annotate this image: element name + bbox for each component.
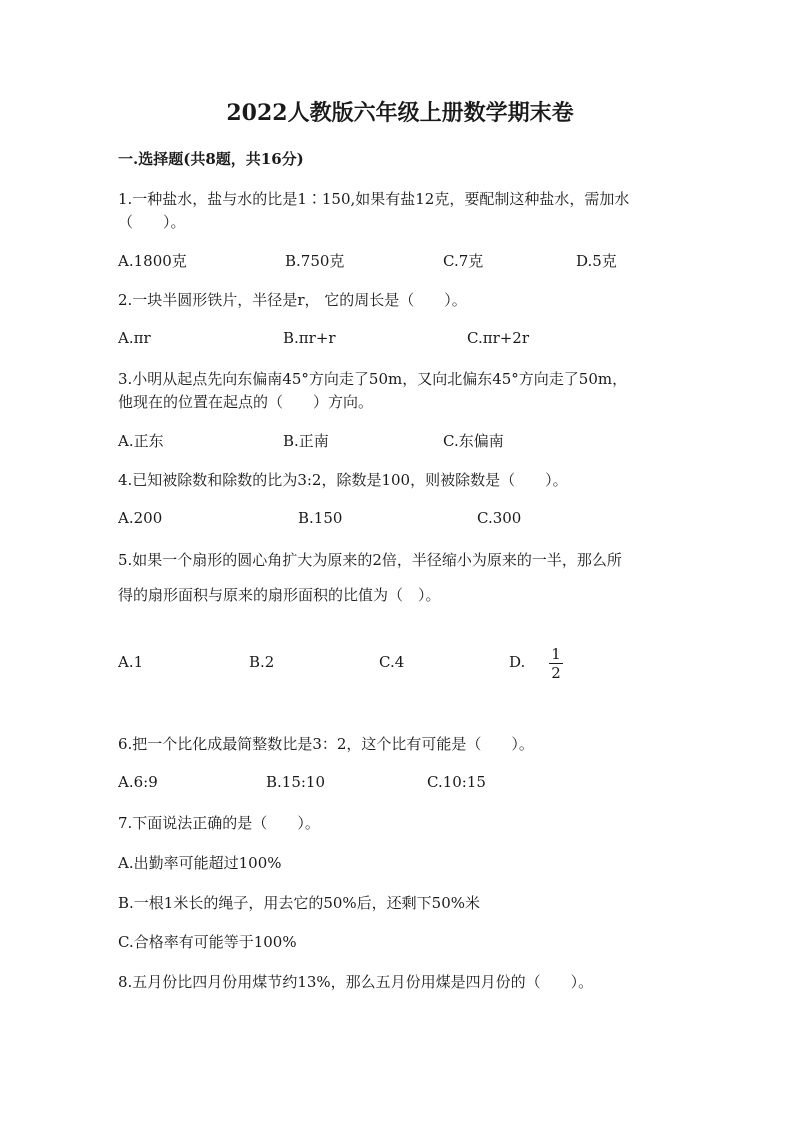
question-6-line-1: 6.把一个比化成最简整数比是3：2，这个比有可能是（ ）。 xyxy=(118,735,534,753)
question-4-option-b: B.150 xyxy=(298,509,343,527)
question-4-line-1: 4.已知被除数和除数的比为3:2，除数是100，则被除数是（ ）。 xyxy=(118,471,568,489)
question-5-option-d: D. xyxy=(509,653,526,671)
question-2-option-a: A.πr xyxy=(118,329,151,347)
question-8-line-1: 8.五月份比四月份用煤节约13%，那么五月份用煤是四月份的（ ）。 xyxy=(118,973,594,991)
question-7-option-a: A.出勤率可能超过100% xyxy=(118,854,282,872)
question-1-option-c: C.7克 xyxy=(443,252,484,270)
question-1-option-a: A.1800克 xyxy=(118,252,187,270)
question-7-option-b: B.一根1米长的绳子，用去它的50%后，还剩下50%米 xyxy=(118,894,481,912)
question-1-line-2: （ ）。 xyxy=(118,213,186,231)
question-3-line-1: 3.小明从起点先向东偏南45°方向走了50m，又向北偏东45°方向走了50m， xyxy=(118,370,628,388)
question-3-line-2: 他现在的位置在起点的（ ）方向。 xyxy=(118,393,374,411)
question-3-option-c: C.东偏南 xyxy=(443,432,504,450)
question-2-option-b: B.πr+r xyxy=(283,329,336,347)
page-title: 2022人教版六年级上册数学期末卷 xyxy=(226,100,574,126)
fraction-one-half xyxy=(549,646,563,681)
question-1-line-1: 1.一种盐水，盐与水的比是1∶150,如果有盐12克，要配制这种盐水，需加水 xyxy=(118,190,630,208)
question-3-option-a: A.正东 xyxy=(118,432,164,450)
question-1-option-d: D.5克 xyxy=(576,252,617,270)
question-2-option-c: C.πr+2r xyxy=(467,329,530,347)
fraction-numerator: 1 xyxy=(551,645,561,663)
question-7-option-c: C.合格率有可能等于100% xyxy=(118,933,297,951)
question-5-option-b: B.2 xyxy=(249,653,275,671)
question-5-line-2: 得的扇形面积与原来的扇形面积的比值为（ ）。 xyxy=(118,586,441,604)
question-4-option-a: A.200 xyxy=(118,509,163,527)
question-5-option-c: C.4 xyxy=(379,653,405,671)
question-6-option-a: A.6:9 xyxy=(118,773,158,791)
section-heading: 一.选择题(共8题，共16分) xyxy=(118,150,304,168)
question-7-line-1: 7.下面说法正确的是（ ）。 xyxy=(118,814,320,832)
question-4-option-c: C.300 xyxy=(477,509,522,527)
question-5-option-a: A.1 xyxy=(118,653,144,671)
question-6-option-b: B.15:10 xyxy=(266,773,326,791)
question-5-line-1: 5.如果一个扇形的圆心角扩大为原来的2倍，半径缩小为原来的一半，那么所 xyxy=(118,551,622,569)
fraction-denominator: 2 xyxy=(551,664,561,682)
question-1-option-b: B.750克 xyxy=(285,252,345,270)
question-3-option-b: B.正南 xyxy=(283,432,329,450)
question-2-line-1: 2.一块半圆形铁片，半径是r， 它的周长是（ ）。 xyxy=(118,291,467,309)
question-6-option-c: C.10:15 xyxy=(427,773,486,791)
